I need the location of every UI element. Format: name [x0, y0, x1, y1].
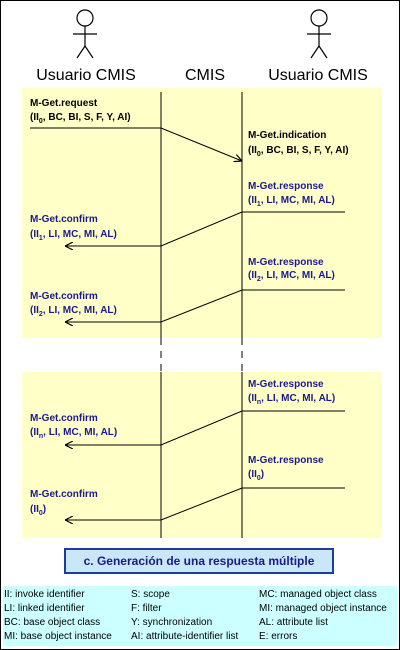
- legend-item: AL: attribute list: [259, 617, 328, 628]
- svg-text:M-Get.confirm: M-Get.confirm: [30, 214, 98, 225]
- svg-text:(II1, LI, MC, MI, AL): ($II_1$, LI, MC, MI, AL): [30, 229, 117, 242]
- legend-item: E: errors: [259, 631, 298, 642]
- svg-text:(II0): $(II_0)$: [248, 469, 265, 482]
- svg-text:(II2, LI, MC, MI, AL): ($II_2$, LI, MC, MI, AL): [248, 270, 335, 283]
- svg-text:(IIn, LI, MC, MI, AL): ($II_n$, LI, MC, MI, AL): [248, 393, 336, 406]
- legend-item: BC: base object class: [4, 617, 101, 628]
- svg-text:M-Get.response: M-Get.response: [248, 181, 324, 192]
- svg-text:M-Get.confirm: M-Get.confirm: [30, 291, 98, 302]
- legend-item: AI: attribute-identifier list: [131, 631, 239, 642]
- left-actor-label: Usuario CMIS: [36, 67, 136, 84]
- legend-item: MC: managed object class: [259, 589, 377, 600]
- msg-response-n: [248, 379, 335, 406]
- center-actor-label: CMIS: [185, 67, 225, 84]
- abbreviation-legend: [3, 586, 397, 646]
- legend-item: F: filter: [131, 603, 162, 614]
- svg-text:M-Get.response: M-Get.response: [248, 379, 324, 390]
- svg-text:M-Get.response: M-Get.response: [248, 455, 324, 466]
- svg-text:(II0, BC, BI, S, F, Y, AI): ($II_0$, BC, BI, S, F, Y, AI): [248, 145, 349, 158]
- svg-text:(II1, LI, MC, MI, AL): ($II_1$, LI, MC, MI, AL): [248, 195, 335, 208]
- legend-item: MI: managed object instance: [259, 603, 387, 614]
- svg-text:M-Get.request: M-Get.request: [30, 98, 98, 109]
- legend-item: Y: synchronization: [131, 617, 213, 628]
- right-actor-figure: [307, 10, 331, 58]
- svg-text:(II0): $(II_0)$: [30, 504, 47, 517]
- msg-response-2: [248, 257, 335, 283]
- legend-item: II: invoke identifier: [4, 589, 85, 600]
- svg-text:(II0, BC, BI, S, F, Y, AI): ($II_0$, BC, BI, S, F, Y, AI): [30, 112, 131, 125]
- left-actor-figure: [73, 10, 97, 58]
- legend-item: MI: base object instance: [4, 631, 112, 642]
- svg-text:(IIn, LI, MC, MI, AL): ($II_n$, LI, MC, MI, AL): [30, 427, 118, 440]
- msg-response-1: [248, 181, 335, 208]
- svg-text:M-Get.confirm: M-Get.confirm: [30, 489, 98, 500]
- legend-item: S: scope: [131, 589, 170, 600]
- legend-item: LI: linked identifier: [4, 603, 85, 614]
- right-actor-label: Usuario CMIS: [268, 67, 368, 84]
- figure-caption: c. Generación de una respuesta múltiple: [64, 548, 334, 574]
- svg-text:(II2, LI, MC, MI, AL): ($II_2$, LI, MC, MI, AL): [30, 305, 117, 318]
- svg-text:M-Get.indication: M-Get.indication: [248, 130, 327, 141]
- svg-text:M-Get.response: M-Get.response: [248, 257, 324, 268]
- svg-text:M-Get.confirm: M-Get.confirm: [30, 413, 98, 424]
